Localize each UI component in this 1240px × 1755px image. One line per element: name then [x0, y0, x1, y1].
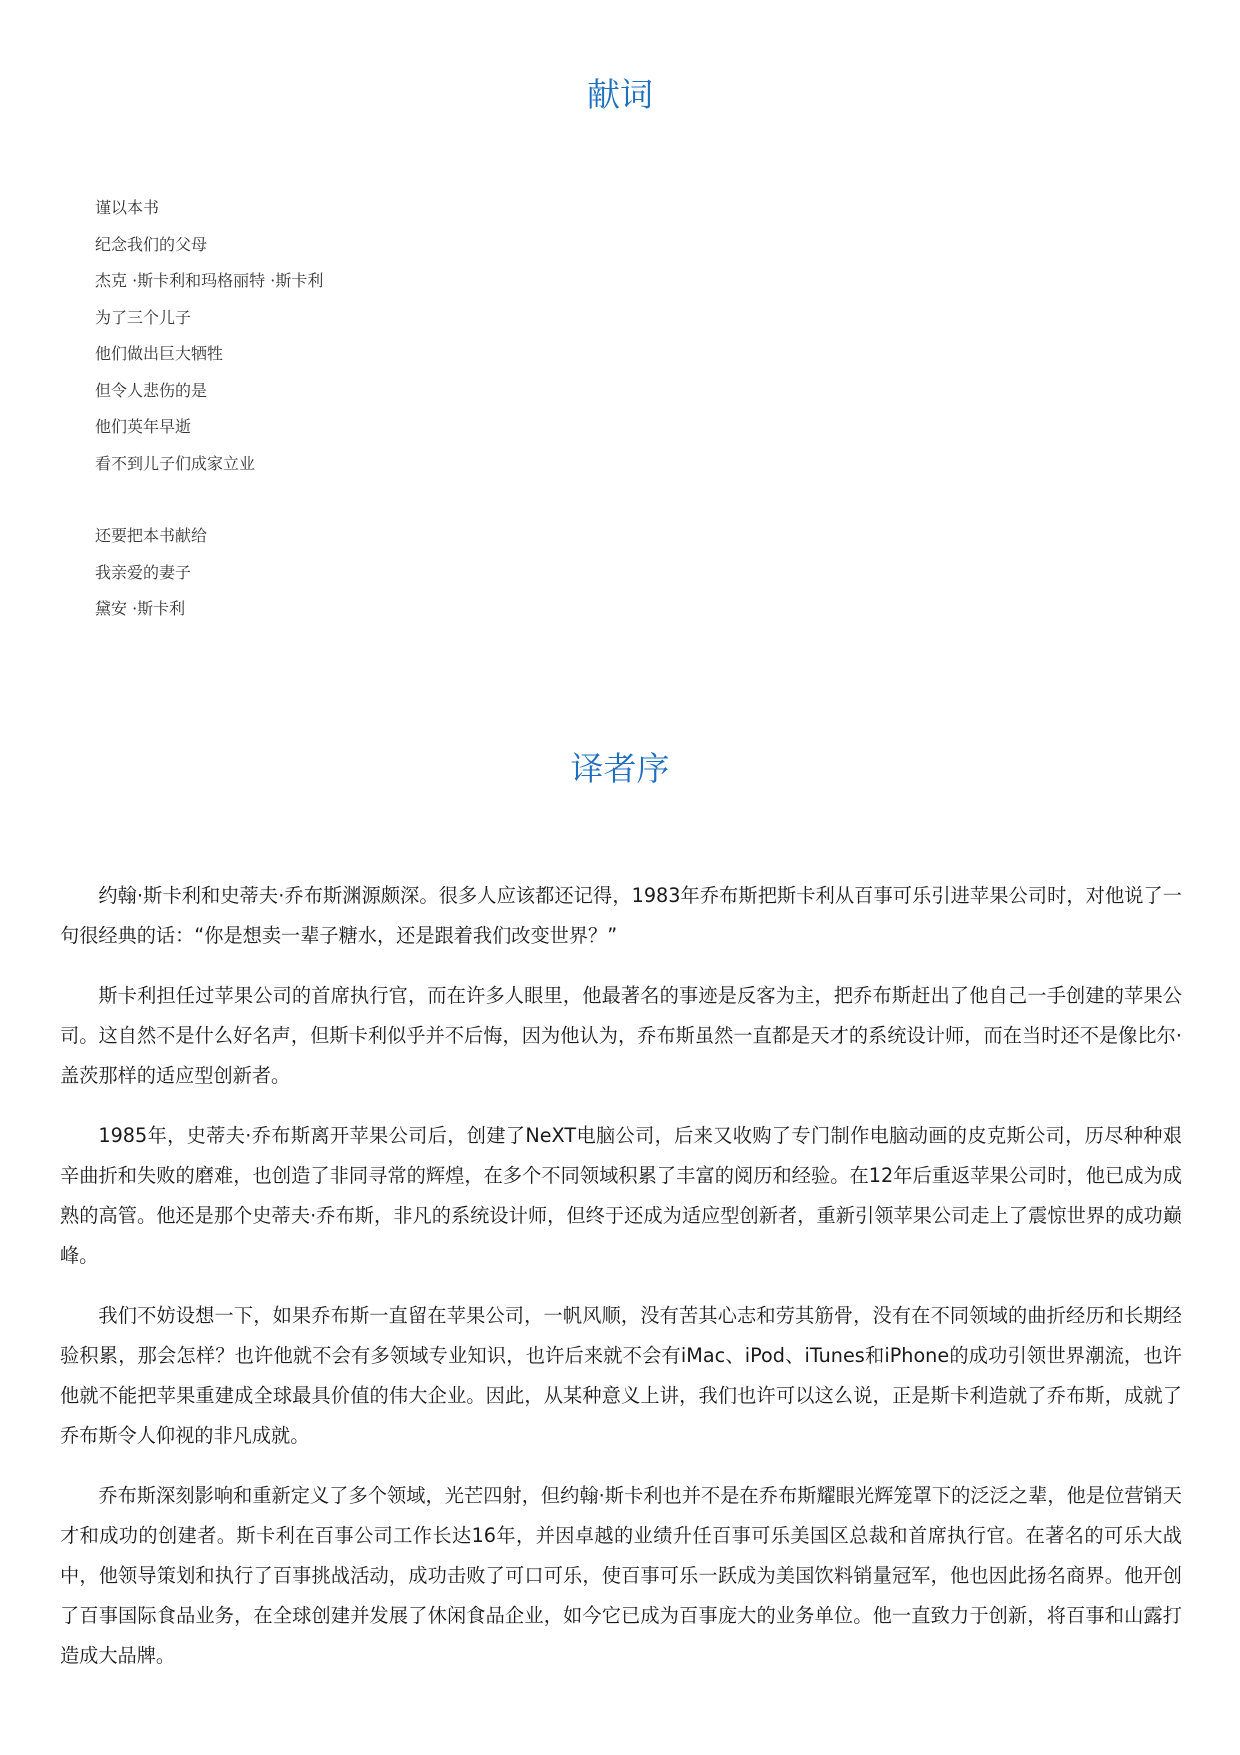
- preface-paragraph: 1985年，史蒂夫·乔布斯离开苹果公司后，创建了NeXT电脑公司，后来又收购了专门制作电脑动画的皮克斯公司，历尽种种艰辛曲折和失败的磨难，也创造了非同寻常的辉煌，在多个不同领域积累了丰富的阅历和经验。在12年后重返苹果公司时，他已成为成熟的高管。他还是那个史蒂夫·乔布斯，非凡的系统设计师，但终于还成为适应型创新者，重新引领苹果公司走上了震惊世界的成功巅峰。: [60, 1124, 1182, 1267]
- preface-paragraph: 乔布斯深刻影响和重新定义了多个领域，光芒四射，但约翰·斯卡利也并不是在乔布斯耀眼光辉笼罩下的泛泛之辈，他是位营销天才和成功的创建者。斯卡利在百事公司工作长达16年，并因卓越的业绩升任百事可乐美国区总裁和首席执行官。在著名的可乐大战中，他领导策划和执行了百事挑战活动，成功击败了可口可乐，使百事可乐一跃成为美国饮料销量冠军，他也因此扬名商界。他开创了百事国际食品业务，在全球创建并发展了休闲食品企业，如今它已成为百事庞大的业务单位。他一直致力于创新，将百事和山露打造成大品牌。: [60, 1484, 1182, 1667]
- preface-body: [60, 876, 1182, 1696]
- dedication-line: 看不到儿子们成家立业: [95, 453, 256, 473]
- dedication-line: 但令人悲伤的是: [95, 380, 208, 400]
- dedication-line: 谨以本书: [95, 198, 160, 217]
- dedication-line: 纪念我们的父母: [95, 234, 208, 254]
- preface-paragraph: 斯卡利担任过苹果公司的首席执行官，而在许多人眼里，他最著名的事迹是反客为主，把乔布斯赶出了他自己一手创建的苹果公司。这自然不是什么好名声，但斯卡利似乎并不后悔，因为他认为，乔布斯虽然一直都是天才的系统设计师，而在当时还不是像比尔·盖茨那样的适应型创新者。: [60, 984, 1182, 1087]
- dedication-body: [95, 196, 323, 634]
- dedication-line: 还要把本书献给: [95, 526, 208, 545]
- dedication-line: 为了三个儿子: [95, 307, 192, 327]
- dedication-line: 杰克 ·斯卡利和玛格丽特 ·斯卡利: [95, 271, 324, 290]
- dedication-line: 他们做出巨大牺牲: [95, 344, 224, 363]
- dedication-stanza-gap: [95, 488, 323, 524]
- dedication-title: 献词: [587, 75, 653, 114]
- preface-paragraph: 约翰·斯卡利和史蒂夫·乔布斯渊源颇深。很多人应该都还记得，1983年乔布斯把斯卡利从百事可乐引进苹果公司时，对他说了一句很经典的话：“你是想卖一辈子糖水，还是跟着我们改变世界？”: [60, 884, 1182, 947]
- dedication-line: 我亲爱的妻子: [95, 562, 192, 582]
- preface-paragraph: 我们不妨设想一下，如果乔布斯一直留在苹果公司，一帆风顺，没有苦其心志和劳其筋骨，没有在不同领域的曲折经历和长期经验积累，那会怎样？也许他就不会有多领域专业知识，也许后来就不会有iMac、iPod、iTunes和iPhone的成功引领世界潮流，也许他就不能把苹果重建成全球最具价值的伟大企业。因此，从某种意义上讲，我们也许可以这么说，正是斯卡利造就了乔布斯，成就了乔布斯令人仰视的非凡成就。: [60, 1304, 1182, 1447]
- dedication-line: 黛安 ·斯卡利: [95, 599, 186, 618]
- dedication-line: 他们英年早逝: [95, 417, 192, 436]
- preface-title: 译者序: [570, 749, 670, 788]
